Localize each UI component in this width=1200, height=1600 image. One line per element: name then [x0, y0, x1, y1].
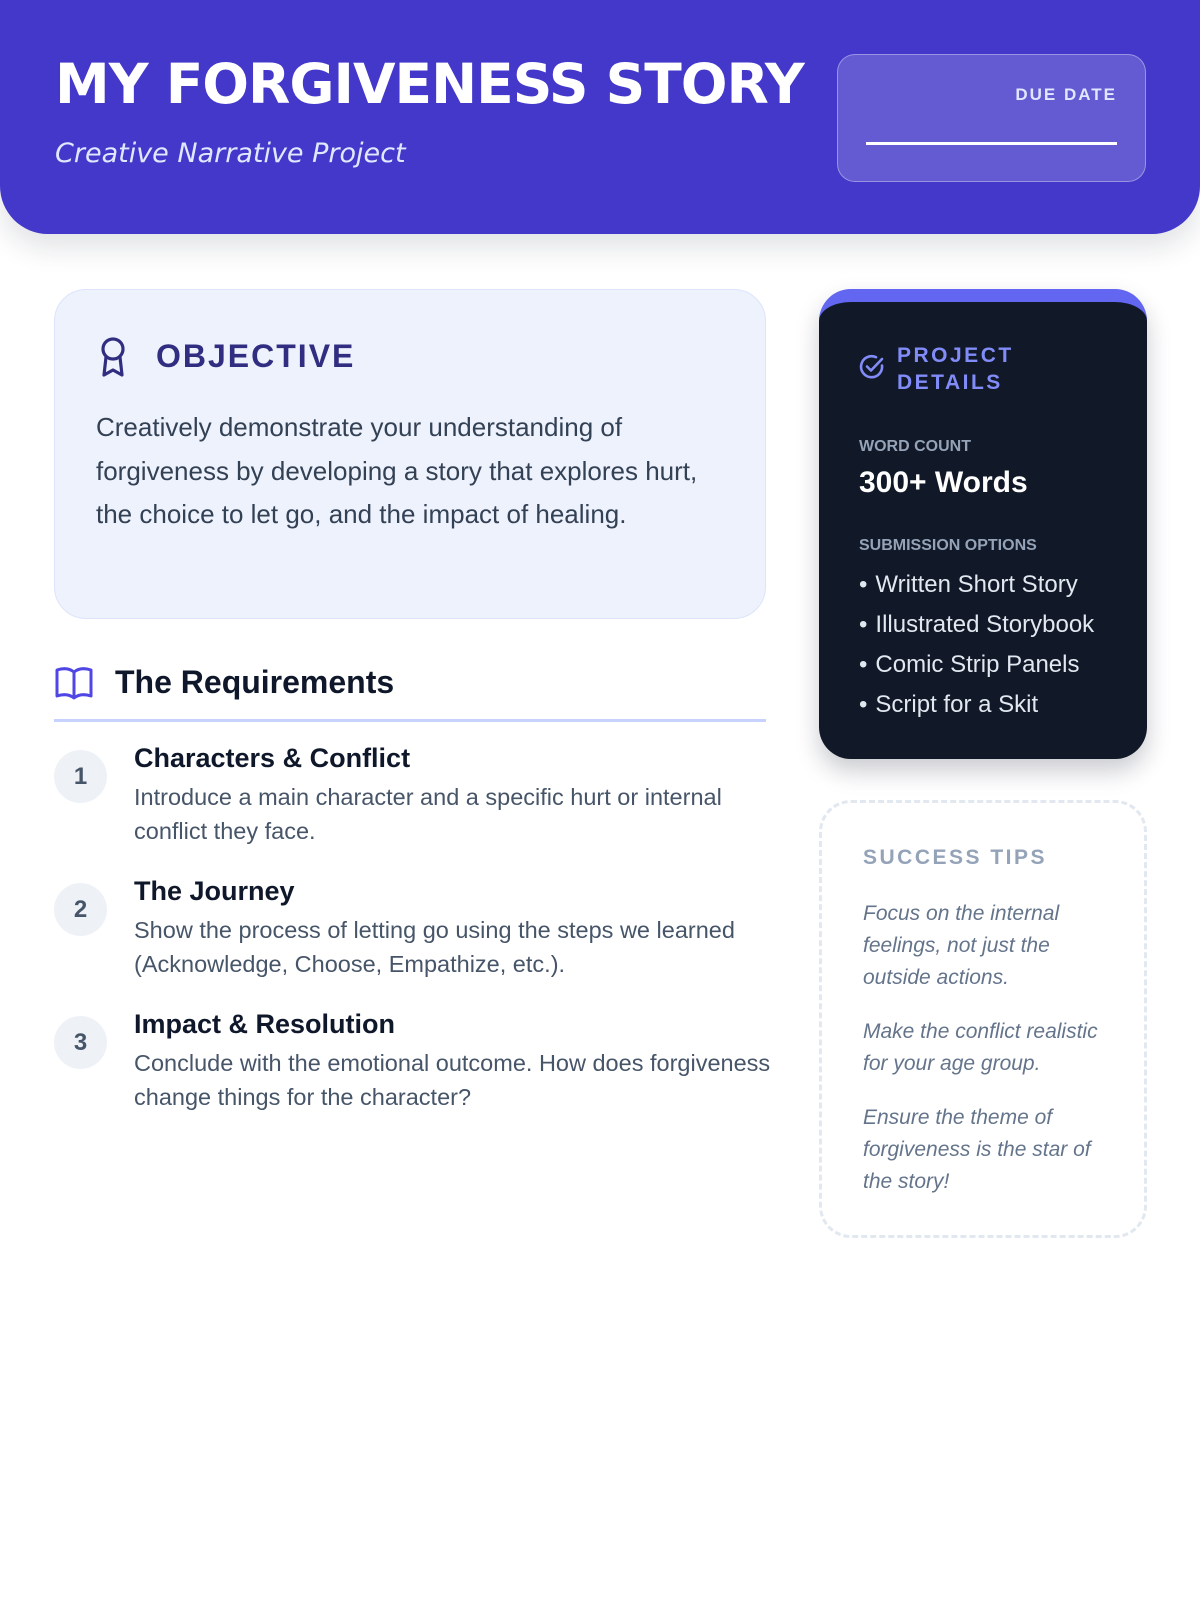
requirement-description: Conclude with the emotional outcome. How does forgiveness change things for the character? [134, 1050, 771, 1110]
submission-option: • Script for a Skit [859, 685, 1094, 725]
requirement-description: Show the process of letting go using the steps we learned (Acknowledge, Choose, Empathize, etc.). [134, 917, 735, 977]
due-date-label: DUE DATE [1015, 85, 1117, 104]
requirement-heading: Impact & Resolution [134, 1009, 396, 1039]
submission-option: • Comic Strip Panels [859, 645, 1094, 685]
success-tips-title: SUCCESS TIPS [863, 846, 1048, 869]
success-tips-card [819, 800, 1147, 1238]
success-tip: Make the conflict realistic for your age group. [863, 1020, 1098, 1075]
page-header [0, 0, 1200, 234]
requirement-number: 2 [54, 883, 107, 936]
project-details-card [819, 289, 1147, 759]
objective-card [54, 289, 766, 619]
open-book-icon [55, 666, 93, 700]
submission-options-label: SUBMISSION OPTIONS [859, 537, 1037, 554]
requirement-description: Introduce a main character and a specific hurt or internal conflict they face. [134, 784, 722, 844]
requirements-title: The Requirements [115, 664, 395, 700]
check-circle-icon [859, 354, 885, 380]
page-title: MY FORGIVENESS STORY [55, 52, 804, 116]
success-tip: Ensure the theme of forgiveness is the star of the story! [863, 1106, 1091, 1193]
page-subtitle: Creative Narrative Project [55, 138, 406, 169]
objective-title: OBJECTIVE [156, 338, 356, 374]
word-count-value: 300+ Words [859, 466, 1028, 499]
due-date-box [837, 54, 1146, 182]
requirement-number: 3 [54, 1016, 107, 1069]
objective-text: Creatively demonstrate your understanding of forgiveness by developing a story that explores hurt, the choice to let go, and the impact of healing. [96, 412, 698, 529]
due-date-blank-line [866, 142, 1117, 145]
requirement-heading: The Journey [134, 876, 295, 906]
submission-options-list [859, 565, 1094, 725]
submission-option: • Written Short Story [859, 565, 1094, 605]
award-ribbon-icon [98, 336, 128, 378]
success-tip: Focus on the internal feelings, not just the outside actions. [863, 902, 1060, 989]
submission-option: • Illustrated Storybook [859, 605, 1094, 645]
requirement-heading: Characters & Conflict [134, 743, 411, 773]
project-details-title: PROJECT DETAILS [897, 344, 1014, 394]
requirements-divider [54, 719, 766, 722]
word-count-label: WORD COUNT [859, 438, 971, 455]
requirement-number: 1 [54, 750, 107, 803]
